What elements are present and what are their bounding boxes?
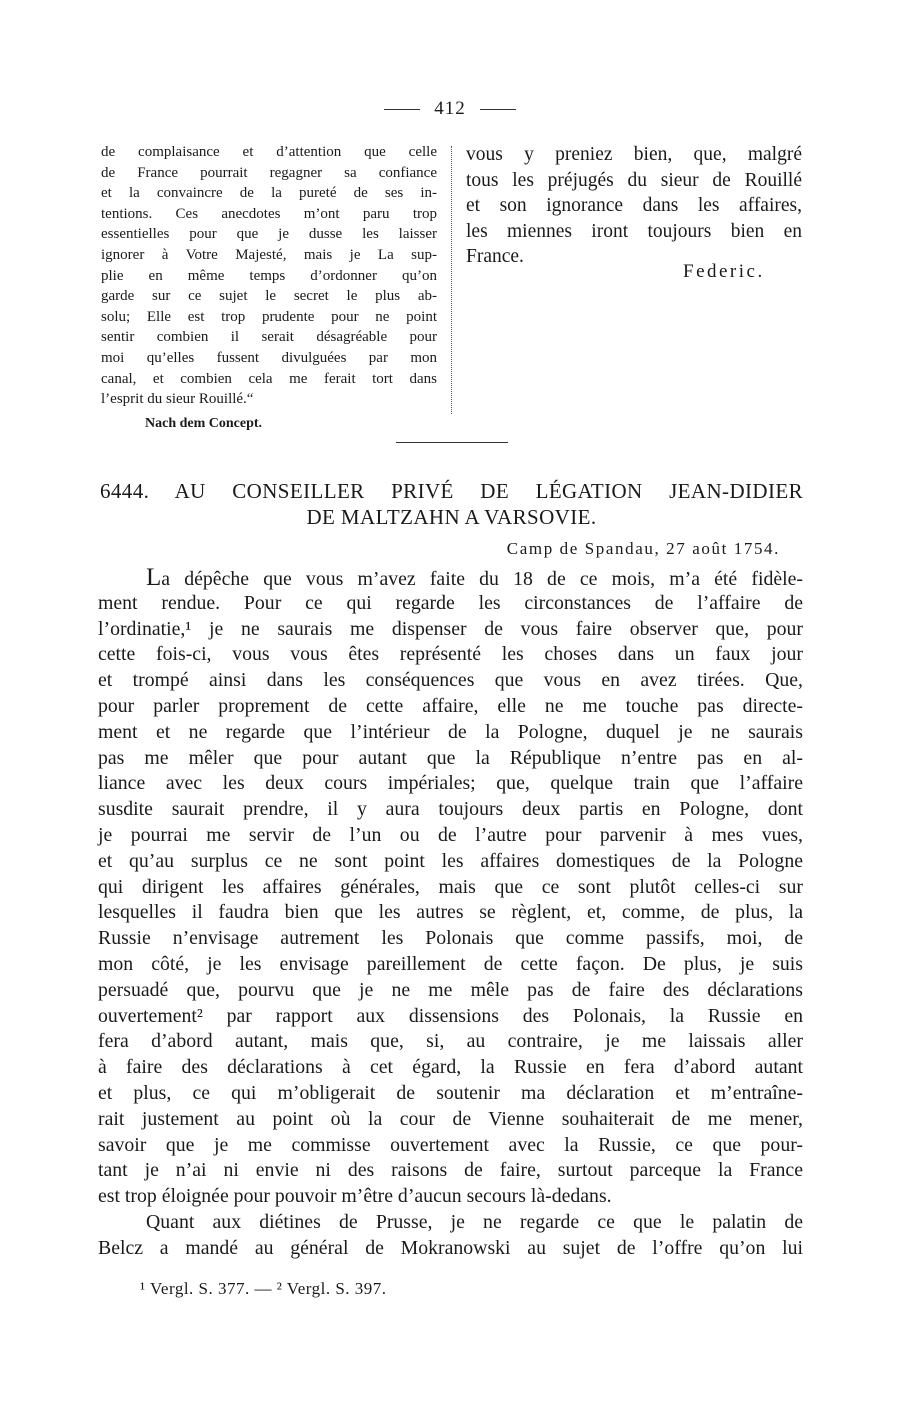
body-line: Quant aux diétines de Prusse, je ne regarde ce que le palatin de: [146, 1210, 803, 1233]
body-line: pas me mêler que pour autant que la République n’entre pas en al-: [98, 746, 803, 769]
left-column-line: essentielles pour que je dusse les laisser: [101, 226, 437, 243]
column-divider: [451, 146, 452, 414]
right-column: [466, 142, 802, 282]
left-column-line: plie en même temps d’ordonner qu’on: [101, 267, 437, 284]
left-column-line: de complaisance et d’attention que celle: [101, 144, 437, 160]
body-line: et plus, ce qui m’obligerait de soutenir ma déclaration et m’entraîne-: [98, 1081, 803, 1104]
left-column: [101, 142, 437, 434]
right-column-line: les miennes iront toujours bien en: [466, 220, 802, 242]
body-line: rait justement au point où la cour de Vienne souhaiterait de me mener,: [98, 1107, 803, 1130]
body-line: pour parler proprement de cette affaire, elle ne me touche pas directe-: [98, 694, 803, 717]
signature: Federic.: [683, 261, 765, 282]
body-line: l’ordinatie,¹ je ne saurais me dispenser de vous faire observer que, pour: [98, 617, 803, 640]
body-line: Russie n’envisage autrement les Polonais que comme passifs, moi, de: [98, 927, 803, 950]
left-column-line: canal, et combien cela me ferait tort dans: [101, 370, 437, 387]
drop-initial: L: [146, 564, 162, 591]
letter-heading-line: 6444. AU CONSEILLER PRIVÉ DE LÉGATION JEAN-DIDIER: [100, 479, 803, 503]
right-column-line: tous les préjugés du sieur de Rouillé: [466, 169, 802, 191]
body-line: à faire des déclarations à cet égard, la Russie en fera d’abord autant: [98, 1056, 803, 1079]
left-column-line: ignorer à Votre Majesté, mais je La sup-: [101, 246, 437, 263]
body-line: mon côté, je les envisage pareillement de cette façon. De plus, je suis: [98, 952, 803, 975]
section-separator: [396, 442, 508, 443]
right-column-line: France.: [466, 246, 524, 267]
body-line: ment rendue. Pour ce qui regarde les circonstances de l’affaire de: [98, 591, 803, 614]
body-line: cette fois-ci, vous vous êtes représenté les choses dans un faux jour: [98, 643, 803, 666]
right-column-line: et son ignorance dans les affaires,: [466, 195, 802, 216]
left-column-line: sentir combien il serait désagréable pour: [101, 329, 437, 346]
body-line-text: a dépêche que vous m’avez faite du 18 de ce mois, m’a été fidèle-: [161, 568, 803, 590]
page-header: [0, 98, 900, 120]
header-rule-left: [384, 109, 420, 110]
body-line: et trompé ainsi dans les conséquences que vous en avez tirées. Que,: [98, 669, 803, 692]
body-line: tant je n’ai ni envie ni des raisons de faire, surtout parceque la France: [98, 1159, 803, 1182]
header-rule-right: [480, 109, 516, 110]
body-line: qui dirigent les affaires générales, mais que ce sont plutôt celles-ci sur: [98, 875, 803, 898]
left-column-line: moi qu’elles fussent divulguées par mon: [101, 349, 437, 366]
right-column-line: vous y preniez bien, que, malgré: [466, 144, 802, 165]
left-column-line: solu; Elle est trop prudente pour ne point: [101, 308, 437, 325]
left-column-line: garde sur ce sujet le secret le plus ab-: [101, 288, 437, 305]
body-line: savoir que je me commisse ouvertement avec la Russie, ce que pour-: [98, 1133, 803, 1156]
left-column-line: de France pourrait regagner sa confiance: [101, 164, 437, 181]
body-line: je pourrai me servir de l’un ou de l’autre pour parvenir à mes vues,: [98, 823, 803, 846]
body-line: [98, 565, 803, 591]
body-line: Belcz a mandé au général de Mokranowski au sujet de l’offre qu’on lui: [98, 1236, 803, 1259]
body-line: et qu’au surplus ce ne sont point les affaires domestiques de la Pologne: [98, 849, 803, 872]
body-line: ment et ne regarde que l’intérieur de la Pologne, duquel je ne saurais: [98, 720, 803, 743]
letter-body: [98, 565, 803, 1262]
letter-heading: [100, 478, 803, 530]
body-line: ouvertement² par rapport aux dissensions des Polonais, la Russie en: [98, 1004, 803, 1027]
body-line: persuadé que, pourvu que je ne me mêle pas de faire des déclarations: [98, 978, 803, 1001]
letter-heading-line: DE MALTZAHN A VARSOVIE.: [306, 505, 597, 529]
body-line: susdite saurait prendre, il y aura toujours deux partis en Pologne, dont: [98, 798, 803, 821]
body-line: lesquelles il faudra bien que les autres se règlent, et, comme, de plus, la: [98, 901, 803, 924]
body-line: liance avec les deux cours impériales; que, quelque train que l’affaire: [98, 772, 803, 795]
left-column-line: et la convaincre de la pureté de ses in-: [101, 185, 437, 202]
left-column-line: tentions. Ces anecdotes m’ont paru trop: [101, 205, 437, 222]
dateline: Camp de Spandau, 27 août 1754.: [506, 539, 780, 558]
body-line: est trop éloignée pour pouvoir m’être d’aucun secours là-dedans.: [98, 1185, 612, 1208]
page-number: 412: [434, 98, 466, 119]
left-column-line: l’esprit du sieur Rouillé.“: [101, 391, 254, 408]
body-line: fera d’abord autant, mais que, si, au contraire, je me laissais aller: [98, 1030, 803, 1053]
footnotes: ¹ Vergl. S. 377. — ² Vergl. S. 397.: [140, 1279, 387, 1298]
source-note: Nach dem Concept.: [145, 415, 263, 431]
